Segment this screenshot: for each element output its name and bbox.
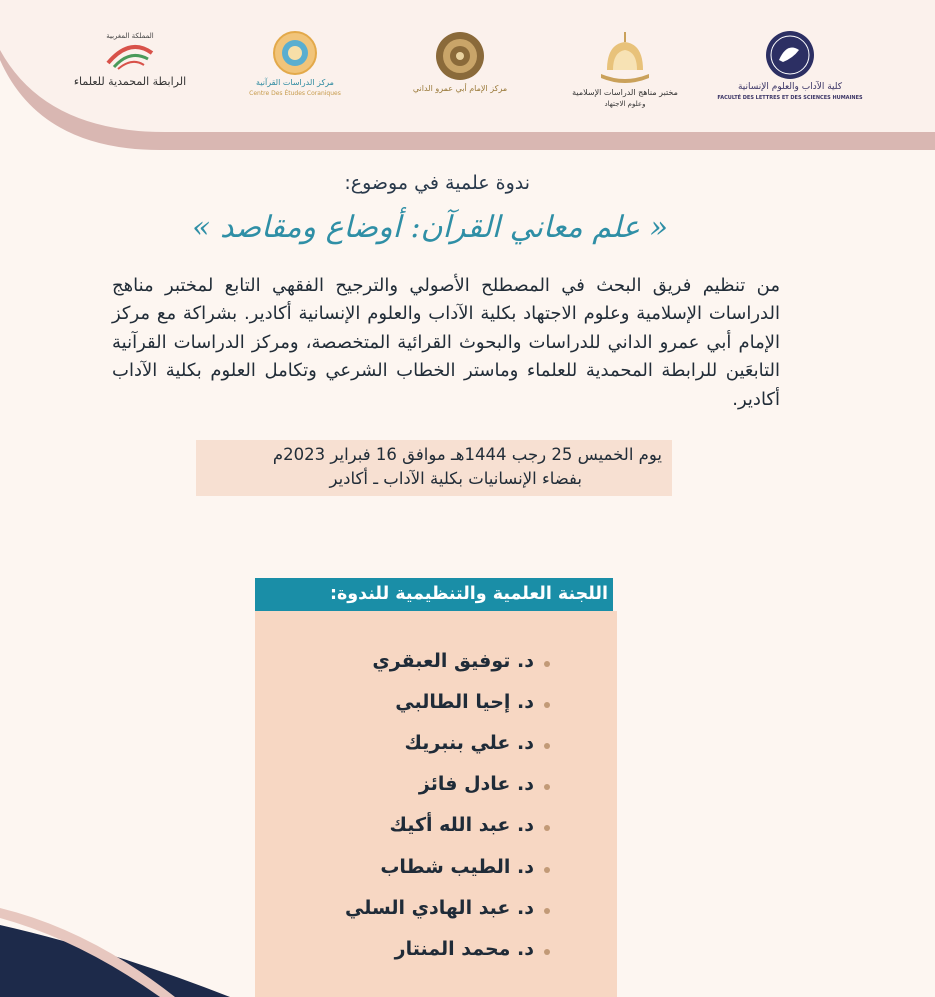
dani-center-logo [390, 30, 530, 94]
bullet-icon [544, 661, 550, 667]
bullet-icon [544, 908, 550, 914]
committee-member [255, 846, 550, 887]
committee-member [255, 681, 550, 722]
bullet-icon [544, 867, 550, 873]
member-name: د. محمد المنتار [394, 937, 534, 960]
lab-logo [555, 30, 695, 109]
organizer-description: من تنظيم فريق البحث في المصطلح الأصولي والترجيح الفقهي التابع لمختبر مناهج الدراسات الإسلامية وعلوم الاجتهاد بكلية الآداب والعلوم الإنسانية أكادير. بشراكة مع مركز الإمام أبي عمرو الداني للدراسات والبحوث القرائية المتخصصة، ومركز الدراسات القرآنية التابعَين للرابطة المحمدية للعلماء وماستر الخطاب الشرعي وتكامل العلوم بكلية الآداب أكادير. [112, 275, 780, 410]
lab-dome-icon [595, 30, 655, 86]
date-venue-box [196, 440, 672, 496]
faculty-logo [717, 30, 863, 102]
bullet-icon [544, 825, 550, 831]
dani-center-logo-text: مركز الإمام أبي عمرو الداني [412, 84, 508, 93]
committee-member [255, 640, 550, 681]
committee-member-list [255, 640, 550, 970]
quranic-center-logo-text: مركز الدراسات القرآنية [256, 78, 334, 87]
committee-member [255, 722, 550, 763]
bullet-icon [544, 743, 550, 749]
bullet-icon [544, 949, 550, 955]
committee-member [255, 764, 550, 805]
faculty-seal-icon [765, 30, 815, 80]
member-name: د. توفيق العبقري [372, 649, 534, 672]
member-name: د. عبد الله أكيك [389, 814, 534, 837]
quranic-center-logo [225, 30, 365, 98]
faculty-logo-subtext: FACULTÉ DES LETTRES ET DES SCIENCES HUMAINES [717, 95, 863, 102]
member-name: د. عادل فائز [418, 773, 534, 796]
committee-member [255, 805, 550, 846]
bullet-icon [544, 784, 550, 790]
committee-heading: اللجنة العلمية والتنظيمية للندوة: [255, 578, 613, 611]
quranic-center-logo-subtext: Centre Des Études Coraniques [249, 90, 341, 97]
lab-logo-subtext: وعلوم الاجتهاد [604, 100, 646, 108]
bullet-icon [544, 702, 550, 708]
faculty-logo-text: كلية الآداب والعلوم الإنسانية [737, 82, 843, 92]
partner-logos [60, 30, 863, 120]
dani-center-emblem-icon [434, 30, 486, 82]
member-name: د. إحيا الطالبي [395, 690, 534, 713]
navy-corner-decoration [0, 900, 230, 997]
rabita-emblem-icon [100, 41, 160, 73]
committee-member [255, 928, 550, 969]
quranic-center-emblem-icon [272, 30, 318, 76]
rabita-logo-text: الرابطة المحمدية للعلماء [73, 74, 187, 88]
date-line: يوم الخميس 25 رجب 1444هـ موافق 16 فبراير 2023م [272, 445, 662, 464]
rabita-logo [60, 30, 200, 89]
committee-member [255, 887, 550, 928]
member-name: د. علي بنبريك [404, 731, 534, 754]
intro-label: ندوة علمية في موضوع: [344, 172, 530, 194]
member-name: د. الطيب شطاب [380, 855, 534, 878]
venue-line: بفضاء الإنسانيات بكلية الآداب ـ أكادير [329, 469, 582, 488]
member-name: د. عبد الهادي السلي [345, 896, 534, 919]
lab-logo-text: مختبر مناهج الدراسات الإسلامية [572, 88, 678, 97]
symposium-title: « علم معاني القرآن: أوضاع ومقاصد » [192, 210, 668, 245]
rabita-logo-subtext: المملكة المغربية [106, 32, 154, 40]
